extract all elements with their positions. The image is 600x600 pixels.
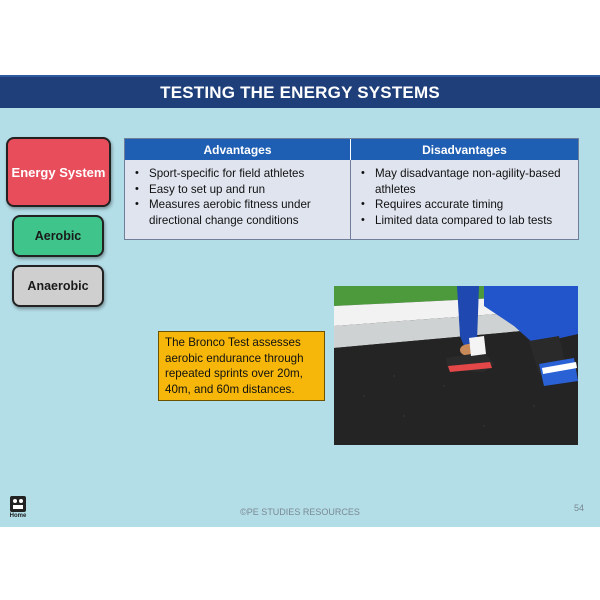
energy-system-button[interactable]: Energy System [6,137,111,207]
athlete-photo-illustration [334,286,578,445]
aerobic-button[interactable]: Aerobic [12,215,104,257]
footer-copyright: ©PE STUDIES RESOURCES [240,507,360,517]
slide-title: TESTING THE ENERGY SYSTEMS [0,75,600,108]
home-label: Home [9,513,27,519]
disadvantages-header: Disadvantages [422,142,507,157]
disadvantages-list [351,160,578,239]
list-item: • Requires accurate timing [361,197,572,213]
bronco-test-note: The Bronco Test assesses aerobic endurance through repeated sprints over 20m, 40m, and 60m distances. [158,331,325,401]
anaerobic-button[interactable]: Anaerobic [12,265,104,307]
list-item: • Sport-specific for field athletes [135,166,344,182]
table-header-row [125,139,578,160]
advantages-disadvantages-table [124,138,579,240]
slide [0,75,600,527]
list-item: • May disadvantage non-agility-based athletes [361,166,572,197]
page-number: 54 [573,503,584,513]
advantages-list [125,160,351,239]
list-item: • Measures aerobic fitness under directional change conditions [135,197,344,228]
athlete-photo [334,286,578,445]
advantages-header: Advantages [125,139,351,160]
list-item: • Easy to set up and run [135,182,344,198]
list-item: • Limited data compared to lab tests [361,213,572,229]
table-body-row [125,160,578,239]
